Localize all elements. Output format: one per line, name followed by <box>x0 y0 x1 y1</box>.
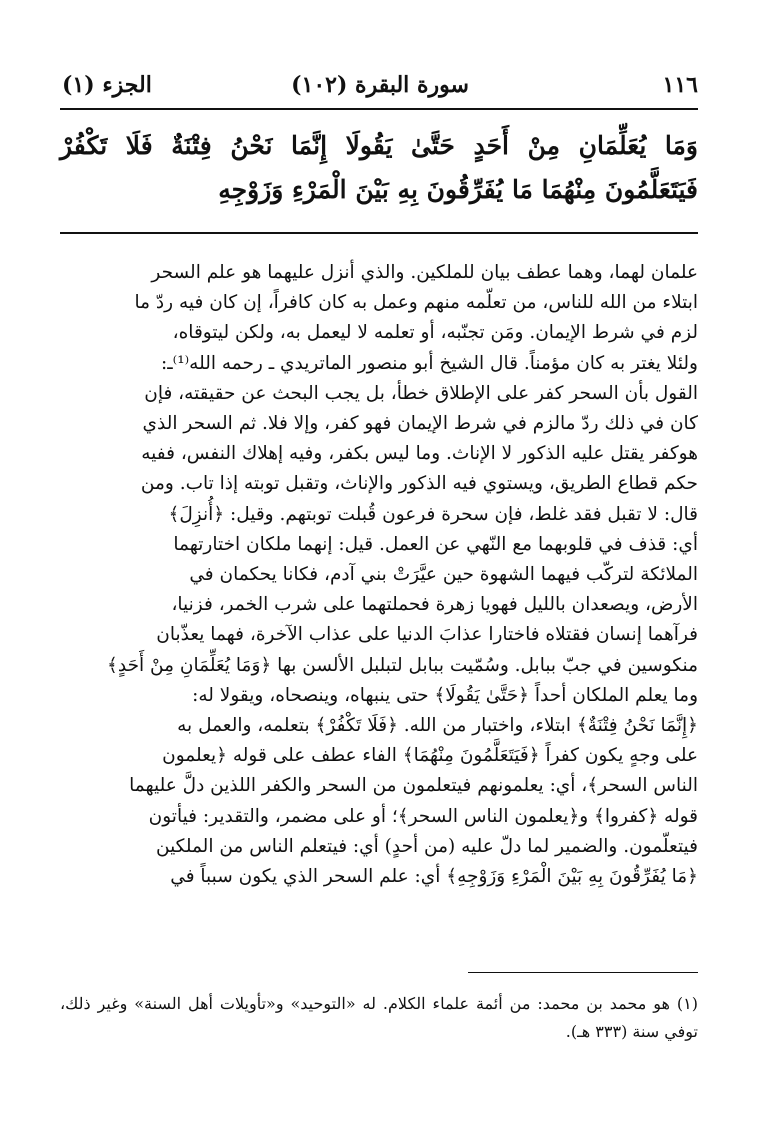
text-line: وما يعلم الملكان أحداً ﴿حَتَّىٰ يَقُولَا﴾ حتى ينبهاه، وينصحاه، ويقولا له: <box>192 684 698 706</box>
text-line: الناس السحر﴾، أي: يعلمونهم فيتعلمون من السحر والكفر اللذين دلَّ عليهما <box>129 775 698 797</box>
text-line: على وجهٍ يكون كفراً ﴿فَيَتَعَلَّمُونَ مِنْهُمَا﴾ الفاء عطف على قوله ﴿يعلمون <box>162 745 698 767</box>
text-line: الأرض، ويصعدان بالليل فهويا زهرة فحملتهما على شرب الخمر، فزنيا، <box>171 594 698 616</box>
text-line: قوله ﴿كفروا﴾ و﴿يعلمون الناس السحر﴾؛ أو على مضمر، والتقدير: فيأتون <box>148 805 698 827</box>
text-line: فيتعلّمون. والضمير لما دلّ عليه (من أحدٍ) أي: فيتعلم الناس من الملكين <box>155 835 698 857</box>
text-line: ولئلا يغتر به كان مؤمناً. قال الشيخ أبو منصور الماتريدي ـ رحمه الله⁽¹⁾ـ: <box>161 352 698 374</box>
juz-label: الجزء (١) <box>62 72 152 98</box>
commentary-text <box>60 258 698 892</box>
footnote-text: هو محمد بن محمد: من أئمة علماء الكلام. له «التوحيد» و«تأويلات أهل السنة» وغير ذلك، توفي سنة (٣٣٣ هـ). <box>60 994 698 1041</box>
sura-title: سورة البقرة (١٠٢) <box>291 72 469 98</box>
text-line: هوكفر يقتل عليه الذكور لا الإناث. وما ليس بكفر، وفيه إهلاك النفس، ففيه <box>141 443 698 465</box>
page-number: ١١٦ <box>662 72 698 98</box>
text-line: كان في ذلك ردّ مالزم في شرط الإيمان فهو كفر، وإلا فلا. ثم السحر الذي <box>142 413 698 435</box>
text-line: ﴿مَا يُفَرِّقُونَ بِهِ بَيْنَ الْمَرْءِ وَزَوْجِهِ﴾ أي: علم السحر الذي يكون سبباً في <box>170 866 698 888</box>
footnote <box>60 990 698 1046</box>
text-line: ابتلاء من الله للناس، من تعلّمه منهم وعمل به كان كافراً، إن كان فيه ردّ ما <box>134 292 698 314</box>
text-line: أي: قذف في قلوبهما مع النّهي عن العمل. قيل: إنهما ملكان اختارتهما <box>173 533 698 555</box>
text-line: الملائكة لتركّب فيهما الشهوة حين عيَّرَتْ بني آدم، فكانا يحكمان في <box>189 564 698 586</box>
text-line: منكوسين في جبّ ببابل. وسُمّيت ببابل لتبلبل الألسن بها ﴿وَمَا يُعَلِّمَانِ مِنْ أَحَدٍ﴾ <box>107 654 698 676</box>
text-line: قال: لا تقبل فقد غلط، فإن سحرة فرعون قُبلت توبتهم. وقيل: ﴿أُنزِلَ﴾ <box>168 503 698 525</box>
text-line: فرآهما إنسان فقتلاه فاختارا عذابَ الدنيا على عذاب الآخرة، فهما يعذّبان <box>156 624 698 646</box>
verse-divider <box>60 232 698 234</box>
text-line: حكم قطاع الطريق، ويستوي فيه الذكور والإناث، وتقبل توبته إذا تاب. ومن <box>140 473 698 495</box>
page-header <box>62 72 698 106</box>
text-line: ﴿إِنَّمَا نَحْنُ فِتْنَةٌ﴾ ابتلاء، واختبار من الله. ﴿فَلَا تَكْفُرْ﴾ بتعلمه، والعمل به <box>177 715 698 737</box>
text-line: لزم في شرط الإيمان. ومَن تجنّبه، أو تعلمه لا ليعمل به، ولكن ليتوقاه، <box>172 322 698 344</box>
footnote-marker: (١) <box>676 994 698 1013</box>
header-divider <box>60 108 698 110</box>
quran-verse: وَمَا يُعَلِّمَانِ مِنْ أَحَدٍ حَتَّىٰ يَقُولَا إِنَّمَا نَحْنُ فِتْنَةٌ فَلَا تَكْفُرْ فَيَتَعَلَّمُونَ مِنْهُمَا مَا يُفَرِّقُونَ بِهِ بَيْنَ الْمَرْءِ وَزَوْجِهِ <box>60 131 698 204</box>
text-line: علمان لهما، وهما عطف بيان للملكين. والذي أنزل عليهما هو علم السحر <box>151 262 698 283</box>
footnote-divider <box>468 972 698 973</box>
text-line: القول بأن السحر كفر على الإطلاق خطأ، بل يجب البحث عن حقيقته، فإن <box>144 382 698 404</box>
